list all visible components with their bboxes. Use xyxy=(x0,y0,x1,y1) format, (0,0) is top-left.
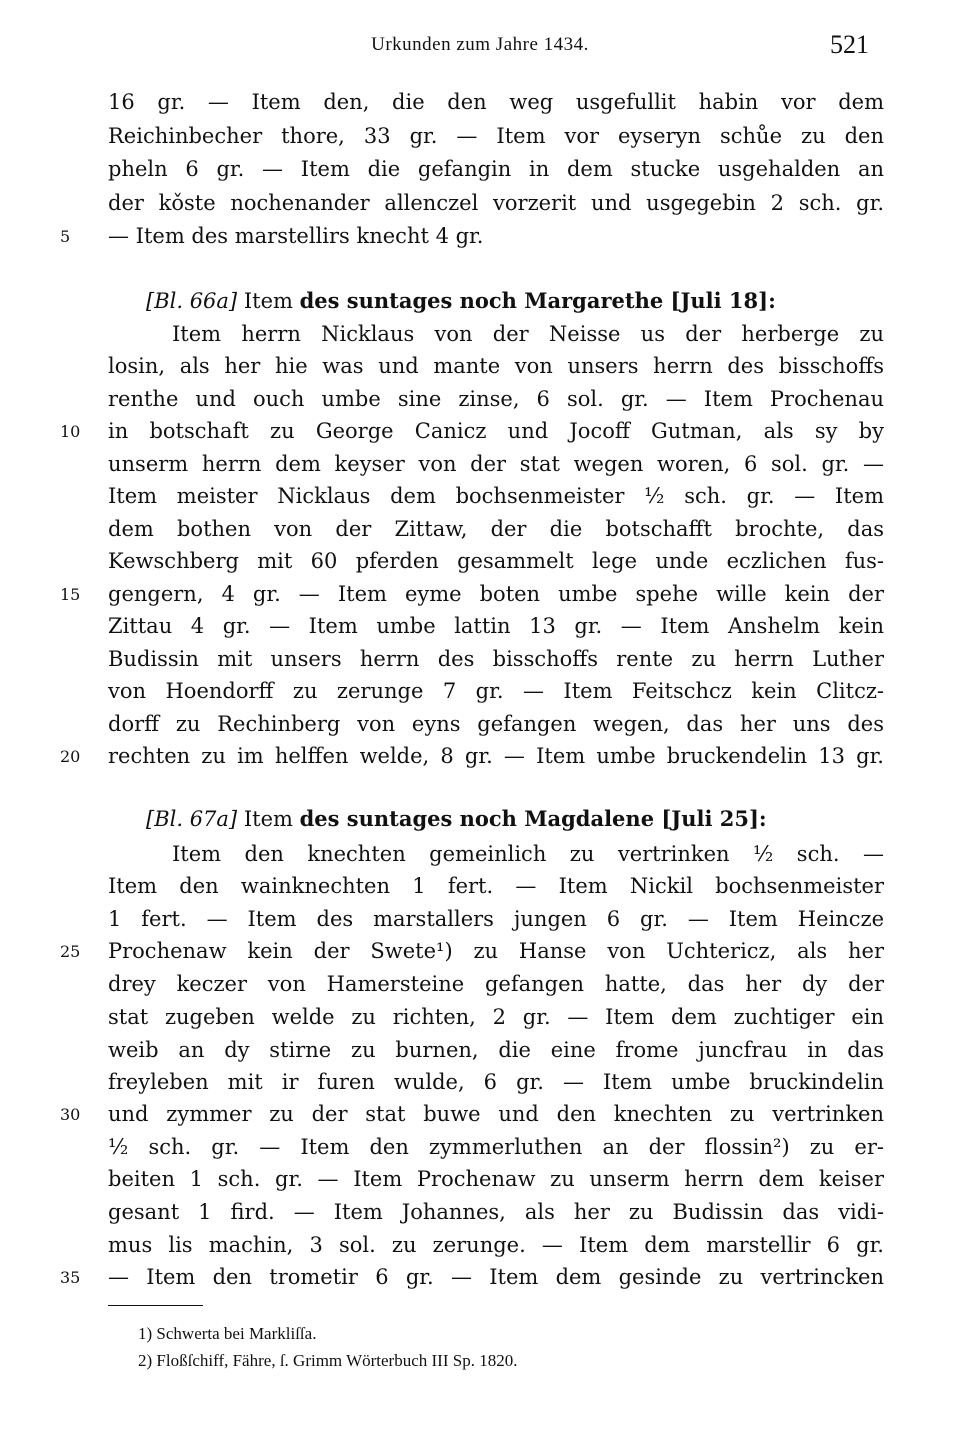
text-line: gengern, 4 gr. — Item eyme boten umbe spehe wille kein der xyxy=(108,582,884,606)
text-line: gesant 1 fird. — Item Johannes, als her zu Budissin das vidi- xyxy=(108,1200,884,1224)
text-line: rechten zu im helffen welde, 8 gr. — Item umbe bruckendelin 13 gr. xyxy=(108,744,884,768)
text-line: mus lis machin, 3 sol. zu zerunge. — Item dem marstellir 6 gr. xyxy=(108,1233,884,1257)
text-line: Item meister Nicklaus dem bochsenmeister ½ sch. gr. — Item xyxy=(108,484,884,508)
text-line: — Item des marstellirs knecht 4 gr. xyxy=(108,224,484,248)
text-line: beiten 1 sch. gr. — Item Prochenaw zu unserm herrn dem keiser xyxy=(108,1167,884,1191)
section-heading xyxy=(146,802,884,835)
footnote-text: Floßſchiff, Fähre, ſ. Grimm Wörterbuch III Sp. 1820. xyxy=(156,1351,518,1370)
footnote xyxy=(138,1349,517,1373)
text-line: Budissin mit unsers herrn des bisschoffs rente zu herrn Luther xyxy=(108,647,884,671)
heading-plain: Item xyxy=(243,289,293,313)
text-line: dorff zu Rechinberg von eyns gefangen wegen, das her uns des xyxy=(108,712,884,736)
folio-reference: [Bl. 66a] xyxy=(146,289,238,313)
text-line: Reichinbecher thore, 33 gr. — Item vor eyseryn schůe zu den xyxy=(108,124,884,148)
text-line: — Item den trometir 6 gr. — Item dem gesinde zu vertrincken xyxy=(108,1265,884,1289)
text-line: freyleben mit ir furen wulde, 6 gr. — Item umbe bruckindelin xyxy=(108,1070,884,1094)
text-line: dem bothen von der Zittaw, der die botschafft brochte, das xyxy=(108,517,884,541)
text-line: 1 fert. — Item des marstallers jungen 6 gr. — Item Heincze xyxy=(108,907,884,931)
running-title: Urkunden zum Jahre 1434. xyxy=(371,34,589,55)
text-line: und zymmer zu der stat buwe und den knechten zu vertrinken xyxy=(108,1102,884,1126)
text-line: unserm herrn dem keyser von der stat wegen woren, 6 sol. gr. — xyxy=(108,452,884,476)
line-number: 25 xyxy=(60,942,81,961)
heading-bold: des suntages noch Magdalene [Juli 25]: xyxy=(299,806,767,831)
text-line: Prochenaw kein der Swete¹) zu Hanse von Uchtericz, als her xyxy=(108,939,884,963)
text-line: Kewschberg mit 60 pferden gesammelt lege unde eczlichen fus- xyxy=(108,549,884,573)
text-line: weib an dy stirne zu burnen, die eine frome juncfrau in das xyxy=(108,1038,884,1062)
text-line: drey keczer von Hamersteine gefangen hatte, das her dy der xyxy=(108,972,884,996)
line-number: 20 xyxy=(60,747,81,766)
section-heading xyxy=(146,284,884,317)
text-line: von Hoendorff zu zerunge 7 gr. — Item Feitschcz kein Clitcz- xyxy=(108,679,884,703)
text-line: Zittau 4 gr. — Item umbe lattin 13 gr. — Item Anshelm kein xyxy=(108,614,884,638)
line-number: 15 xyxy=(60,585,81,604)
text-line: in botschaft zu George Canicz und Jocoff Gutman, als sy by xyxy=(108,419,884,443)
text-line: 16 gr. — Item den, die den weg usgefullit habin vor dem xyxy=(108,90,884,114)
line-number: 5 xyxy=(60,227,71,246)
text-line: pheln 6 gr. — Item die gefangin in dem stucke usgehalden an xyxy=(108,157,884,181)
footnote-divider xyxy=(108,1305,203,1306)
page-number: 521 xyxy=(830,30,869,59)
line-number: 30 xyxy=(60,1105,81,1124)
footnote-mark: 2) xyxy=(138,1351,153,1370)
text-line: Item den wainknechten 1 fert. — Item Nickil bochsenmeister xyxy=(108,874,884,898)
text-line: Item den knechten gemeinlich zu vertrinken ½ sch. — xyxy=(172,842,884,866)
footnote-text: Schwerta bei Markliſſa. xyxy=(156,1324,317,1343)
heading-plain: Item xyxy=(243,807,293,831)
text-line: der kǒste nochenander allenczel vorzerit und usgegebin 2 sch. gr. xyxy=(108,191,884,215)
line-number: 10 xyxy=(60,422,81,441)
heading-bold: des suntages noch Margarethe [Juli 18]: xyxy=(299,288,776,313)
folio-reference: [Bl. 67a] xyxy=(146,807,238,831)
text-line: ½ sch. gr. — Item den zymmerluthen an der flossin²) zu er- xyxy=(108,1135,884,1159)
text-line: stat zugeben welde zu richten, 2 gr. — Item dem zuchtiger ein xyxy=(108,1005,884,1029)
text-line: renthe und ouch umbe sine zinse, 6 sol. gr. — Item Prochenau xyxy=(108,387,884,411)
footnote xyxy=(138,1322,316,1346)
line-number: 35 xyxy=(60,1268,81,1287)
footnote-mark: 1) xyxy=(138,1324,153,1343)
text-line: losin, als her hie was und mante von unsers herrn des bisschoffs xyxy=(108,354,884,378)
text-line: Item herrn Nicklaus von der Neisse us der herberge zu xyxy=(172,322,884,346)
